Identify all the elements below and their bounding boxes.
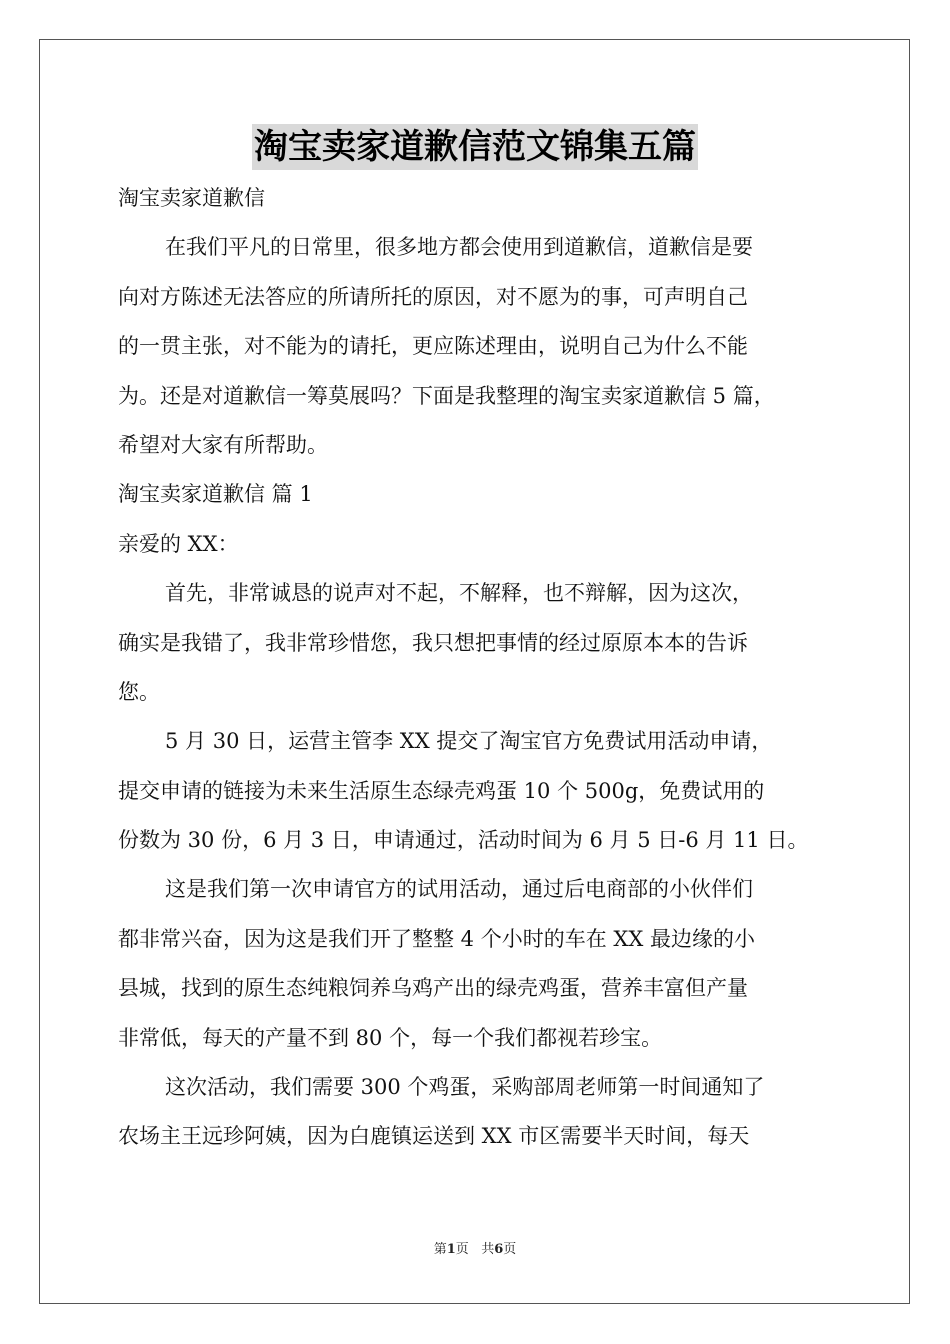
document-title: 淘宝卖家道歉信范文锦集五篇 [252, 124, 698, 170]
text-line: 提交申请的链接为未来生活原生态绿壳鸡蛋 10 个 500g，免费试用的 [118, 778, 765, 803]
text-line: 5 月 30 日，运营主管李 XX 提交了淘宝官方免费试用活动申请， [165, 729, 773, 754]
text-line: 希望对大家有所帮助。 [118, 432, 328, 457]
text-line: 的一贯主张，对不能为的请托，更应陈述理由，说明自己为什么不能 [118, 334, 748, 359]
page-suffix: 页 [455, 1242, 469, 1257]
text-line: 首先，非常诚恳的说声对不起，不解释，也不辩解，因为这次， [165, 581, 753, 606]
document-body [118, 174, 836, 1162]
text-line: 淘宝卖家道歉信 [118, 186, 265, 210]
text-line: 确实是我错了，我非常珍惜您，我只想把事情的经过原原本本的告诉 [118, 630, 748, 655]
total-suffix: 页 [503, 1242, 517, 1257]
text-line: 份数为 30 份，6 月 3 日，申请通过，活动时间为 6 月 5 日-6 月 11 日。 [118, 828, 809, 853]
text-line: 向对方陈述无法答应的所请所托的原因，对不愿为的事，可声明自己 [118, 284, 748, 309]
title-container [0, 124, 950, 170]
text-line: 县城，找到的原生态纯粮饲养乌鸡产出的绿壳鸡蛋，营养丰富但产量 [118, 976, 748, 1001]
text-line: 您。 [118, 679, 160, 704]
page-footer [0, 1238, 950, 1257]
text-line: 这是我们第一次申请官方的试用活动，通过后电商部的小伙伴们 [165, 877, 753, 902]
text-line: 农场主王远珍阿姨，因为白鹿镇运送到 XX 市区需要半天时间，每天 [118, 1124, 750, 1149]
current-page-number: 1 [446, 1242, 456, 1257]
total-page-number: 6 [494, 1242, 504, 1257]
text-line: 非常低，每天的产量不到 80 个，每一个我们都视若珍宝。 [118, 1025, 663, 1050]
page-prefix: 第 [433, 1242, 447, 1257]
text-line: 在我们平凡的日常里，很多地方都会使用到道歉信，道歉信是要 [165, 235, 753, 260]
text-line: 亲爱的 XX： [118, 531, 239, 556]
text-line: 都非常兴奋，因为这是我们开了整整 4 个小时的车在 XX 最边缘的小 [118, 926, 755, 951]
text-line: 这次活动，我们需要 300 个鸡蛋，采购部周老师第一时间通知了 [165, 1075, 765, 1100]
text-line: 淘宝卖家道歉信 篇 1 [118, 482, 313, 507]
text-line: 为。还是对道歉信一筹莫展吗？下面是我整理的淘宝卖家道歉信 5 篇， [118, 383, 775, 408]
total-prefix: 共 [481, 1242, 495, 1257]
